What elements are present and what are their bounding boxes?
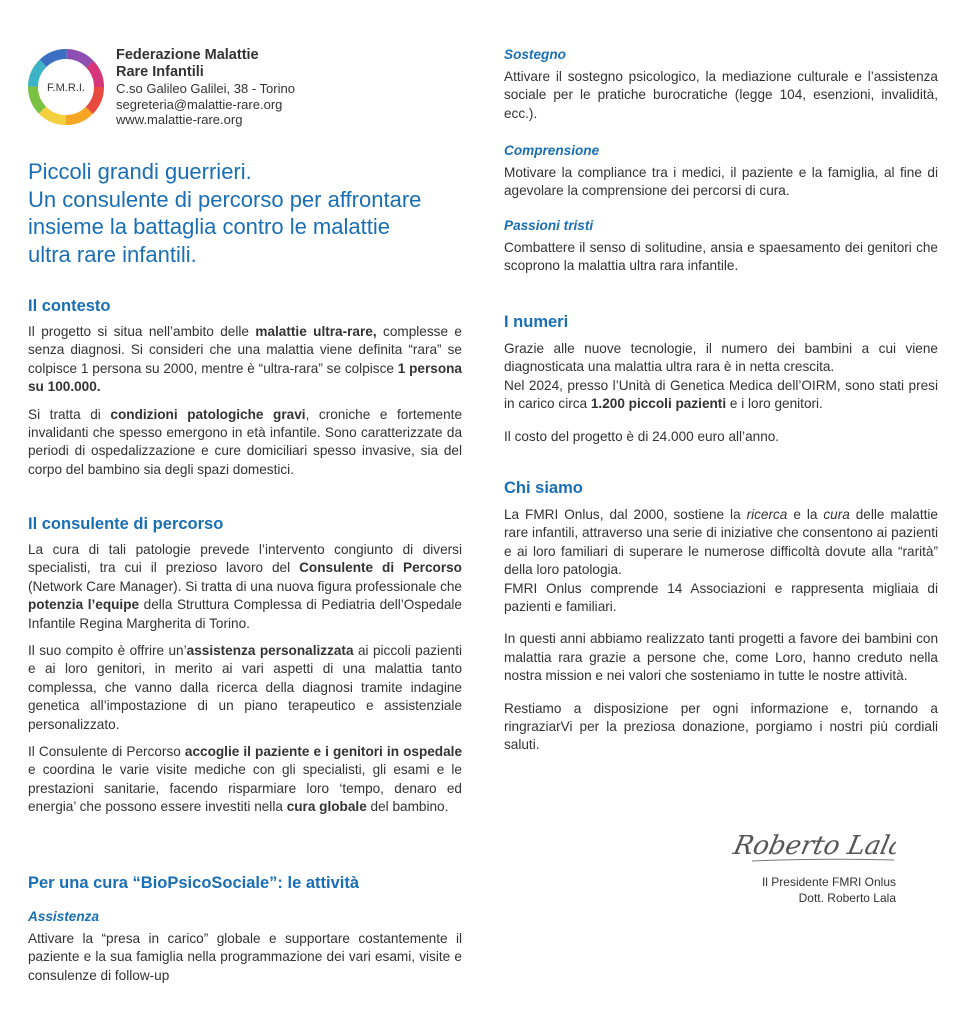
passioni-text: Combattere il senso di solitudine, ansia e spaesamento dei genitori che scoprono la malattia ultra rara infantile. <box>504 240 938 274</box>
headline-line-3: insieme la battaglia contro le malattie <box>28 214 390 239</box>
numeri-paragraph-3: Il costo del progetto è di 24.000 euro all’anno. <box>504 428 780 444</box>
consulente-paragraph-1: La cura di tali patologie prevede l’intervento congiunto di diversi specialisti, tra cui il prezioso lavoro del Consulente di Percorso (Network Care Manager). Si tratta di una nuova figura professionale che potenzia l’equipe della Struttura Complessa di Pediatria dell’Ospedale Infantile Regina Margherita di Torino. <box>28 542 462 631</box>
sostegno-text: Attivare il sostegno psicologico, la mediazione culturale e l’assistenza sociale per le pratiche burocratiche (legge 104, esenzioni, invalidità, ecc.). <box>504 69 938 121</box>
comprensione-text: Motivare la compliance tra i medici, il paziente e la famiglia, al fine di agevolare la comprensione dei percorsi di cura. <box>504 165 938 199</box>
chisiamo-body <box>504 506 938 755</box>
subtitle-assistenza: Assistenza <box>28 909 100 924</box>
headline-line-4: ultra rare infantili. <box>28 241 197 267</box>
org-header <box>116 47 416 128</box>
org-address: C.so Galileo Galilei, 38 - Torino <box>116 81 295 96</box>
passioni-body <box>504 239 938 276</box>
org-name-2: Rare Infantili <box>116 64 204 80</box>
section-title-contesto: Il contesto <box>28 297 111 315</box>
contesto-paragraph-1: Il progetto si situa nell’ambito delle malattie ultra-rare, complesse e senza diagnosi. Si consideri che una malattia viene definita “rara” se colpisce 1 persona su 2000, mentre è “ultra-rara” se colpisce 1 persona su 100.000. <box>28 324 462 395</box>
section-title-chi-siamo: Chi siamo <box>504 479 583 497</box>
chisiamo-paragraph-1b: FMRI Onlus comprende 14 Associazioni e rappresenta migliaia di pazienti e familiari. <box>504 580 938 615</box>
org-email[interactable]: segreteria@malattie-rare.org <box>116 96 283 112</box>
chisiamo-paragraph-1: La FMRI Onlus, dal 2000, sostiene la ricerca e la cura delle malattie rare infantili, attraverso una serie di iniziative che consentono ai pazienti e ai loro familiari di superare le numerose difficoltà dovute alla “rarità” della loro patologia. <box>504 507 938 578</box>
contesto-body <box>28 323 462 479</box>
chisiamo-paragraph-2: In questi anni abbiamo realizzato tanti progetti a favore dei bambini con malattia rara grazie a persone che, come Loro, hanno creduto nella nostra mission e nei valori che sosteniamo in tutte le nostre attività. <box>504 631 938 684</box>
org-website[interactable]: www.malattie-rare.org <box>116 112 243 127</box>
org-name-1: Federazione Malattie <box>116 47 259 63</box>
headline <box>28 158 468 268</box>
consulente-paragraph-2: Il suo compito è offrire un’assistenza personalizzata ai piccoli pazienti e ai loro genitori, in merito ai vari aspetti di una malattia tanto complessa, che vanno dalla ricerca della diagnosi tramite indagine genetica all’impostazione di un piano terapeutico e assistenziale personalizzato. <box>28 643 462 732</box>
svg-text:Roberto Lala: Roberto Lala <box>730 831 896 861</box>
headline-line-1: Piccoli grandi guerrieri. <box>28 159 252 184</box>
sostegno-body <box>504 68 938 123</box>
section-title-numeri: I numeri <box>504 313 569 331</box>
logo-text: F.M.R.I. <box>47 82 85 94</box>
signature-name: Dott. Roberto Lala <box>798 890 896 905</box>
comprensione-body <box>504 164 938 201</box>
section-title-attivita: Per una cura “BioPsicoSociale”: le attività <box>28 874 360 892</box>
assistenza-text: Attivare la “presa in carico” globale e supportare costantemente il paziente e la sua famiglia nella programmazione dei vari esami, visite e consulenze di follow-up <box>28 931 462 983</box>
signature-block <box>718 814 896 906</box>
chisiamo-paragraph-3: Restiamo a disposizione per ogni informazione e, tornando a ringraziarVi per la preziosa donazione, porgiamo i nostri più cordiali saluti. <box>504 700 938 753</box>
numeri-paragraph-1: Grazie alle nuove tecnologie, il numero dei bambini a cui viene diagnosticata una malattia ultra rara è in netta crescita. <box>504 341 938 375</box>
headline-line-2: Un consulente di percorso per affrontare <box>28 186 422 212</box>
subtitle-passioni-tristi: Passioni tristi <box>504 218 594 233</box>
assistenza-body <box>28 930 462 985</box>
consulente-paragraph-3: Il Consulente di Percorso accoglie il paziente e i genitori in ospedale e coordina le varie visite mediche con gli specialisti, gli esami e le prestazioni sanitarie, facendo risparmiare loro ‘tempo, denaro ed energia’ che possono essere investiti nella cura globale del bambino. <box>28 744 463 815</box>
numeri-body <box>504 340 938 446</box>
handwritten-signature <box>718 814 896 870</box>
section-title-consulente: Il consulente di percorso <box>28 515 224 533</box>
consulente-body <box>28 541 462 817</box>
numeri-paragraph-2: Nel 2024, presso l’Unità di Genetica Medica dell’OIRM, sono stati presi in carico circa 1.200 piccoli pazienti e i loro genitori. <box>504 377 938 412</box>
signature-role: Il Presidente FMRI Onlus <box>761 875 896 889</box>
fmri-logo-icon <box>26 47 106 127</box>
subtitle-comprensione: Comprensione <box>504 143 600 158</box>
subtitle-sostegno: Sostegno <box>504 47 566 62</box>
contesto-paragraph-2: Si tratta di condizioni patologiche gravi, croniche e fortemente invalidanti che spesso emergono in età infantile. Sono caratterizzate da periodi di ospedalizzazione e cure domiciliari spesso invasive, sia del corpo del bambino sia degli spazi domestici. <box>28 406 463 477</box>
